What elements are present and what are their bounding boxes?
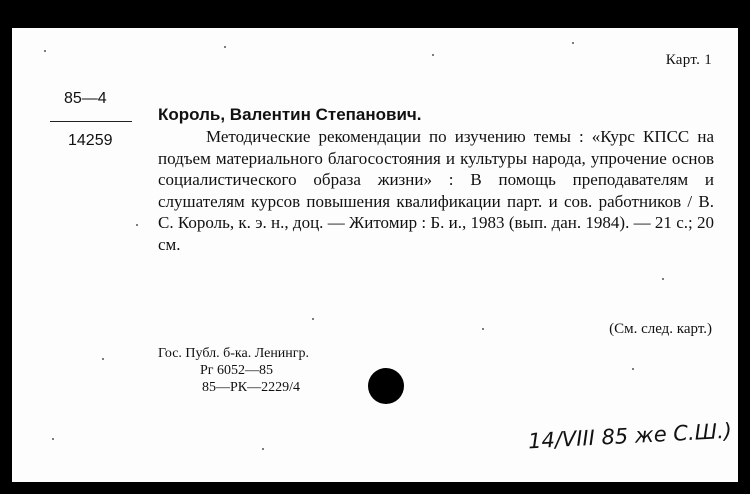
speck — [44, 50, 46, 52]
speck — [136, 224, 138, 226]
speck — [52, 438, 54, 440]
bibliographic-description: Методические рекомендации по изучению темы : «Курс КПСС на подъем материального благосостояния и культуры народа, упрочение основ социалистического образа жизни» : В помощь преподавателям и слушателям курсов повышения квалификации парт. и сов. работников / В. С. Король, к. э. н., доц. — Житомир : Б. и., 1983 (вып. дан. 1984). — 21 с.; 20 см. — [158, 127, 714, 254]
handwritten-note: 14/VIII 85 же С.Ш.) — [527, 418, 733, 454]
holdings-number: 85—РК—2229/4 — [202, 380, 301, 395]
speck — [482, 328, 484, 330]
speck — [262, 448, 264, 450]
speck — [632, 368, 634, 370]
holdings-code: Рг 6052—85 — [200, 363, 274, 378]
speck — [312, 318, 314, 320]
holdings-block — [158, 345, 309, 396]
punch-hole — [368, 368, 404, 404]
speck — [662, 278, 664, 280]
card-number-label: Карт. 1 — [665, 52, 712, 68]
accession-number: 14259 — [68, 132, 113, 149]
see-next-card-note: (См. след. карт.) — [609, 321, 712, 337]
catalog-card — [12, 28, 738, 482]
speck — [224, 46, 226, 48]
holdings-library: Гос. Публ. б-ка. Ленингр. — [158, 346, 310, 361]
speck — [432, 54, 434, 56]
speck — [102, 358, 104, 360]
author-heading: Король, Валентин Степанович. — [158, 105, 422, 124]
call-number: 85—4 — [64, 90, 107, 107]
call-number-divider — [50, 121, 132, 122]
speck — [572, 42, 574, 44]
